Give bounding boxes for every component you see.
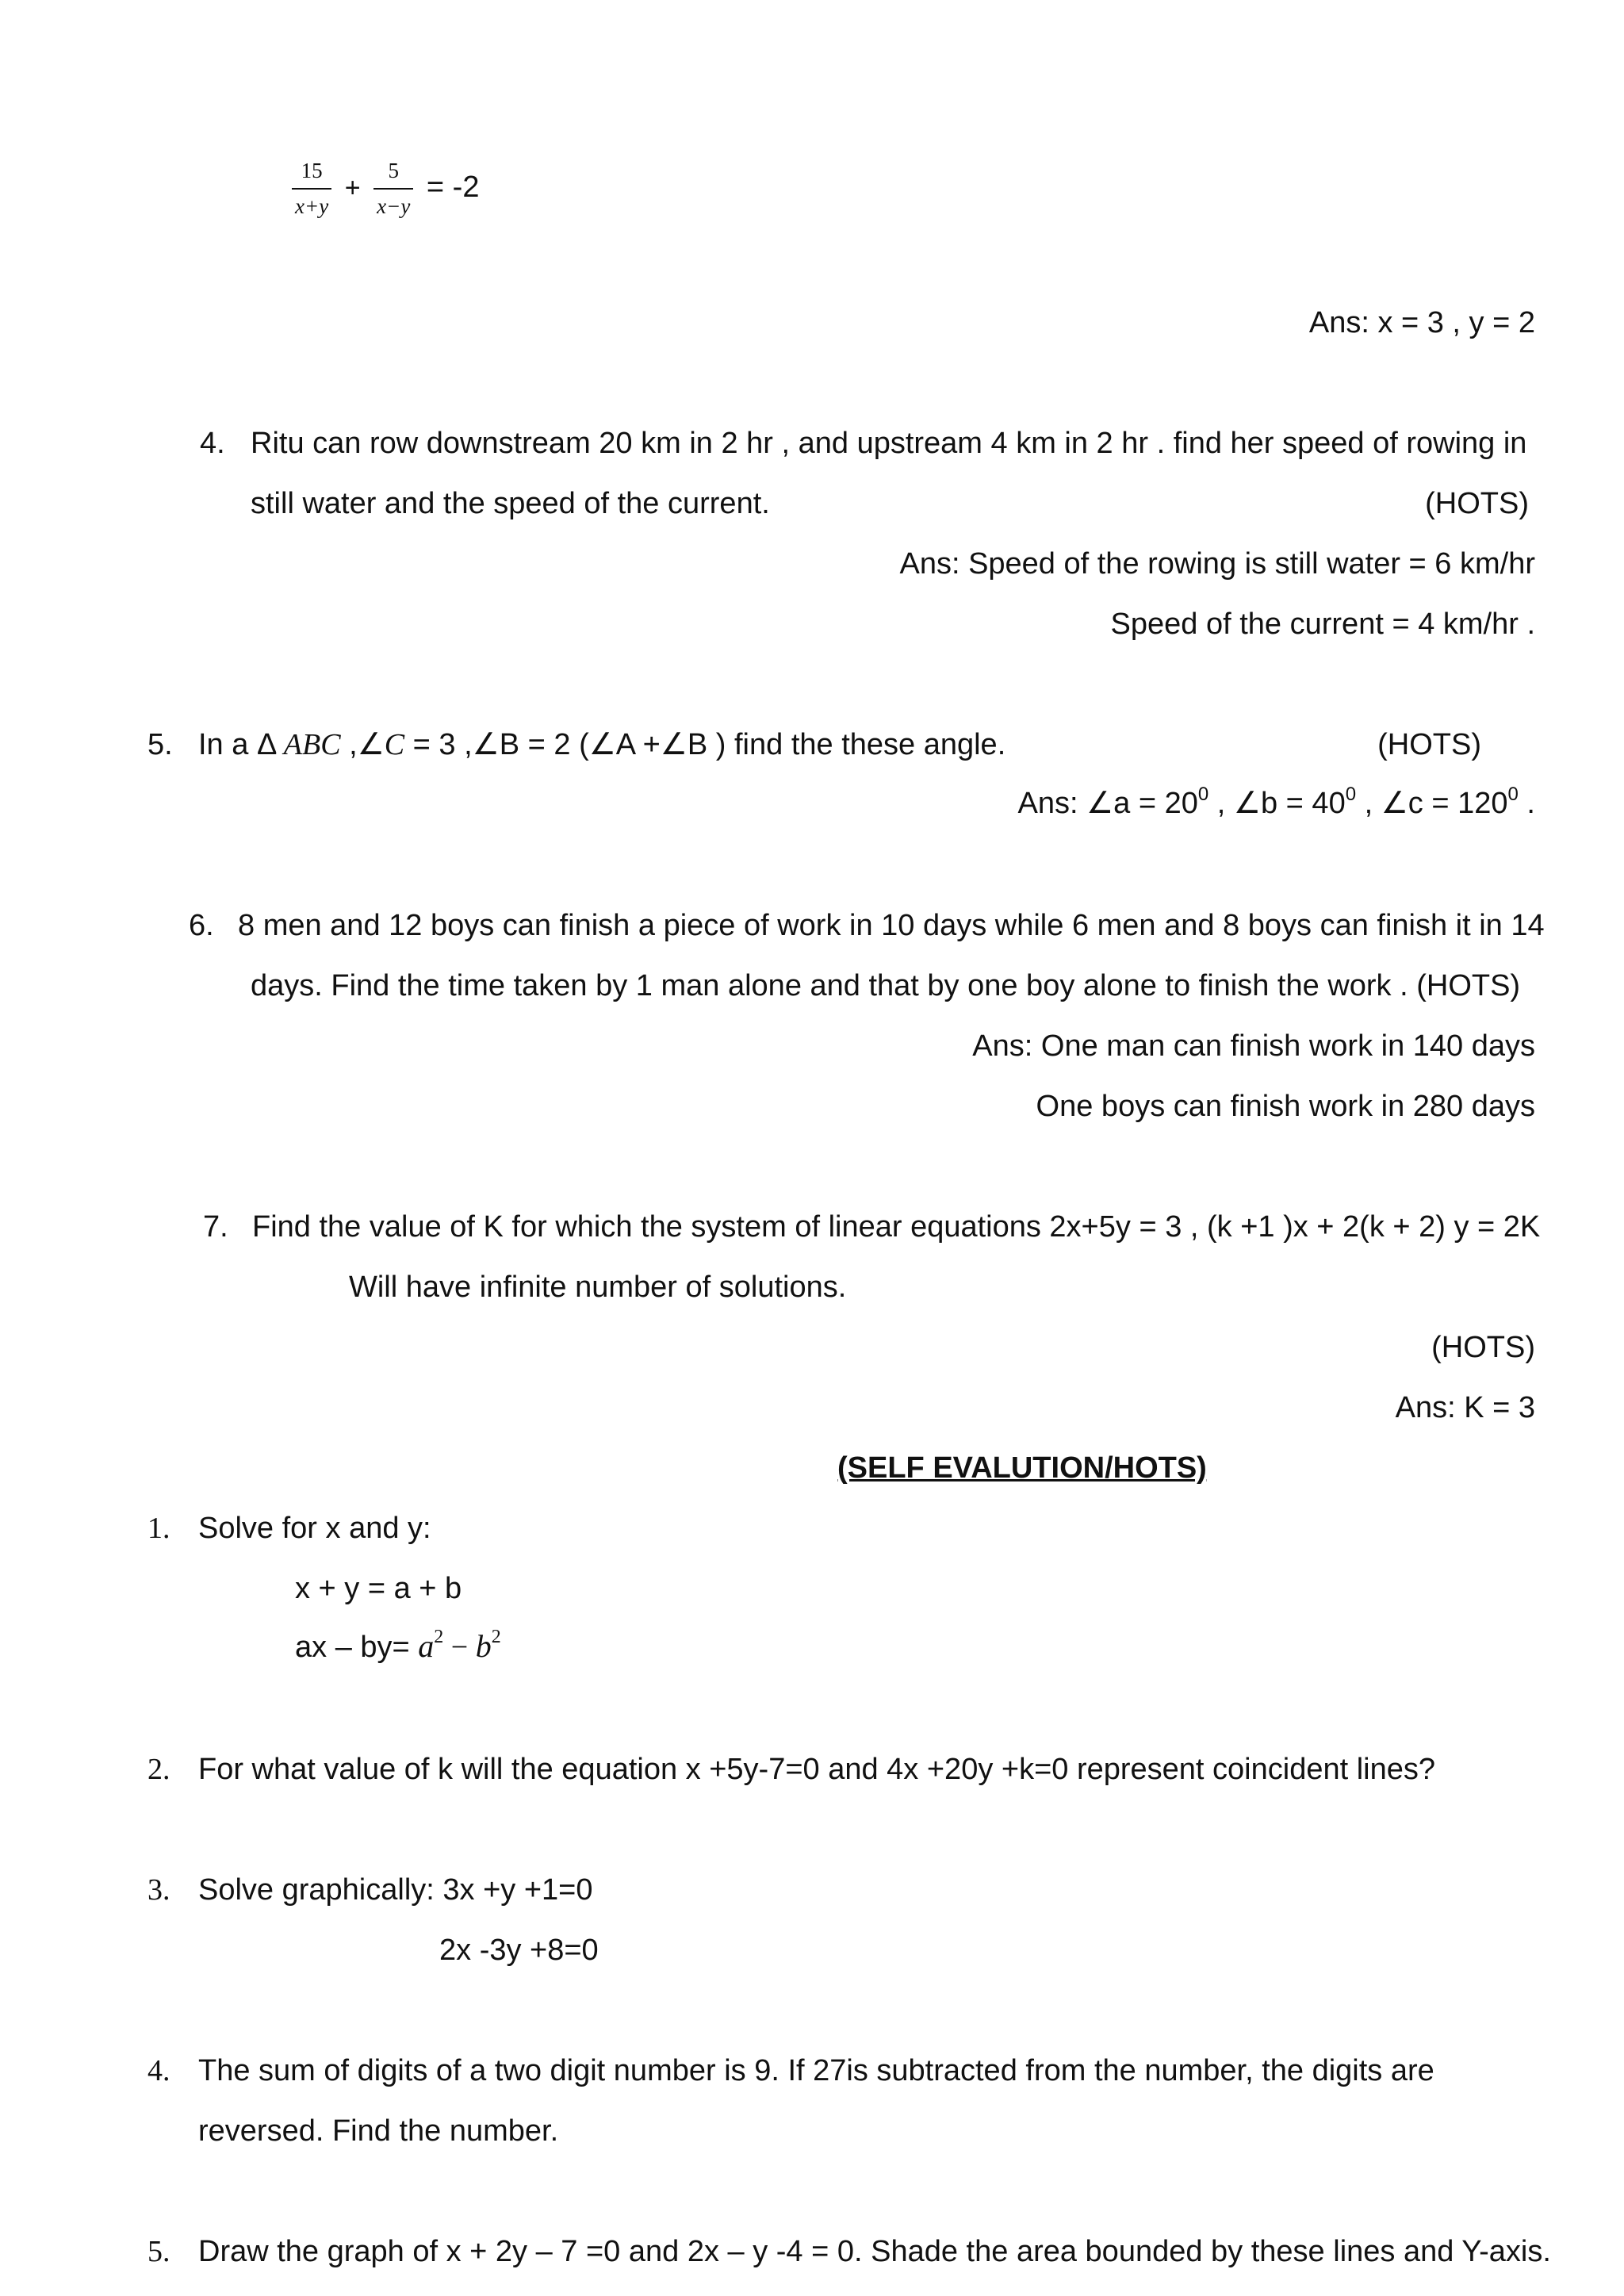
q7-answer: Ans: K = 3	[1395, 1391, 1535, 1424]
q4-answer-1: Ans: Speed of the rowing is still water = 6 km/hr	[899, 547, 1535, 581]
q4-tag: (HOTS)	[1425, 487, 1529, 520]
q4-number: 4.	[200, 427, 225, 460]
se2-number: 2.	[147, 1753, 170, 1786]
section-title: (SELF EVALUTION/HOTS)	[837, 1451, 1207, 1485]
se5-number: 5.	[147, 2235, 170, 2268]
top-equation: $\frac{15}{x+y}$ + $\frac{5}{x-y}$ = -2	[292, 159, 479, 219]
q7-number: 7.	[203, 1210, 228, 1244]
q6-answer-1: Ans: One man can finish work in 140 days	[972, 1029, 1535, 1063]
se5-text: Draw the graph of x + 2y – 7 =0 and 2x – y -4 = 0. Shade the area bounded by these lines and Y-axis.	[198, 2235, 1551, 2268]
q4-answer-2: Speed of the current = 4 km/hr .	[1110, 608, 1535, 641]
se3-number: 3.	[147, 1873, 170, 1907]
q4-line1: Ritu can row downstream 20 km in 2 hr , and upstream 4 km in 2 hr . find her speed of rowing in	[251, 427, 1527, 460]
q6-line1: 8 men and 12 boys can finish a piece of work in 10 days while 6 men and 8 boys can finish it in 14	[238, 909, 1545, 942]
se1-eq1: x + y = a + b	[295, 1572, 462, 1605]
q6-number: 6.	[189, 909, 214, 942]
q5-number: 5.	[147, 728, 173, 761]
se3-text: Solve graphically: 3x +y +1=0	[198, 1873, 593, 1907]
q6-line2: days. Find the time taken by 1 man alone and that by one boy alone to finish the work . (HOTS)	[251, 969, 1521, 1002]
se1-number: 1.	[147, 1512, 170, 1545]
fraction-1: $\frac{15}{x+y}$	[292, 159, 331, 219]
se1-eq2: ax – $by= a^2 - b^2$	[295, 1627, 501, 1664]
q7-line1: Find the value of K for which the system of linear equations 2x+5y = 3 , (k +1 )x + 2(k + 2) y = 2K	[252, 1210, 1541, 1244]
q4-line2: still water and the speed of the current.	[251, 487, 770, 520]
se4-line2: reversed. Find the number.	[198, 2114, 559, 2148]
fraction-2: $\frac{5}{x-y}$	[373, 159, 413, 219]
q7-line2: Will have infinite number of solutions.	[349, 1271, 847, 1304]
q5-text: In a Δ ABC ,∠C = 3 ,∠B = 2 (∠A +∠B ) find the these angle.	[198, 728, 1006, 761]
q5-tag: (HOTS)	[1377, 728, 1481, 761]
q5-answer: Ans: ∠a = $20^0$ , ∠b = $40^0$ , ∠c = $120^0$ .	[1017, 784, 1535, 820]
q7-tag: (HOTS)	[1431, 1331, 1535, 1364]
se3-eq2: 2x -3y +8=0	[439, 1934, 599, 1967]
se2-text: For what value of k will the equation x +5y-7=0 and 4x +20y +k=0 represent coincident lines?	[198, 1753, 1436, 1786]
se1-text: Solve for x and y:	[198, 1512, 431, 1545]
se4-number: 4.	[147, 2054, 170, 2087]
answer-top: Ans: x = 3 , y = 2	[1308, 306, 1535, 339]
se4-line1: The sum of digits of a two digit number is 9. If 27is subtracted from the number, the digits are	[198, 2054, 1434, 2087]
q6-answer-2: One boys can finish work in 280 days	[1036, 1090, 1535, 1123]
